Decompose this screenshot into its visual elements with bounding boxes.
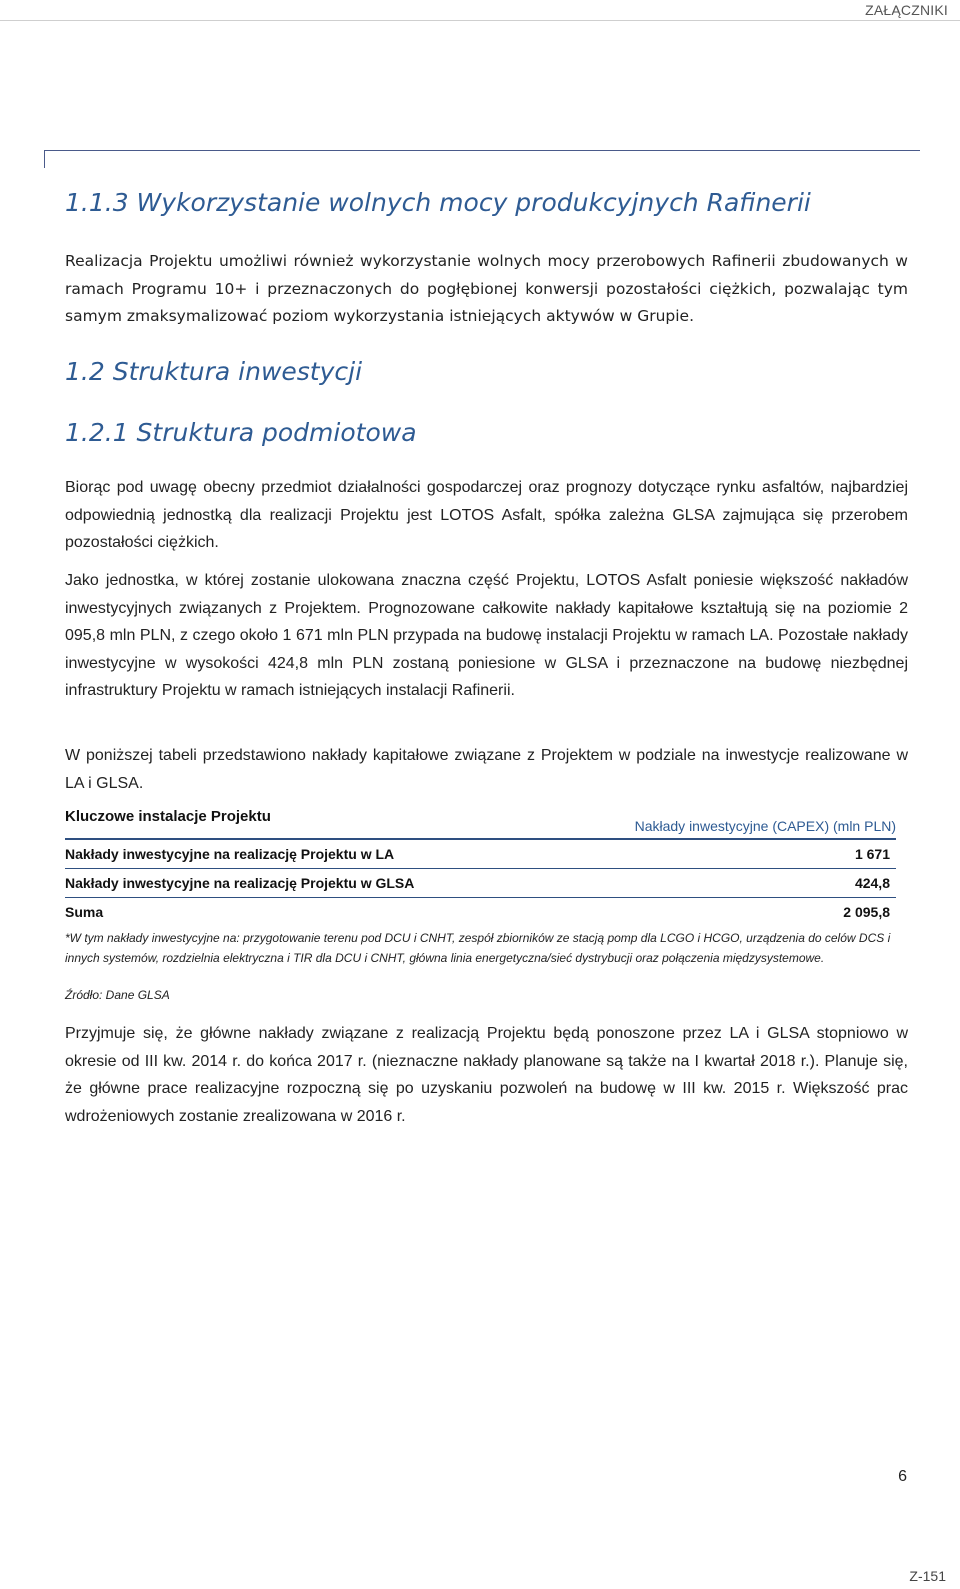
table-header-instalacje: Kluczowe instalacje Projektu [65, 808, 271, 825]
heading-1-1-3: 1.1.3 Wykorzystanie wolnych mocy produkcyjnych Rafinerii [65, 188, 811, 217]
table-row-label: Suma [65, 904, 104, 920]
paragraph-lotos-asfalt: Biorąc pod uwagę obecny przedmiot działalności gospodarczej oraz prognozy dotyczące rynku asfaltów, najbardziej odpowiednią jednostką dla realizacji Projektu jest LOTOS Asfalt, spółka zależna GLSA zajmująca się przerobem pozostałości ciężkich. [65, 479, 908, 551]
heading-1-2: 1.2 Struktura inwestycji [65, 357, 363, 386]
table-header-row [65, 808, 896, 839]
table-source: Źródło: Dane GLSA [65, 988, 170, 1002]
table-row-label: Nakłady inwestycyjne na realizację Projektu w GLSA [65, 869, 540, 898]
paragraph-wolne-moce: Realizacja Projektu umożliwi również wykorzystanie wolnych mocy przerobowych Rafinerii zbudowanych w ramach Programu 10+ i przeznaczonych do pogłębionej konwersji pozostałości ciężkich, pozwalając tym samym zmaksymalizować poziom wykorzystania istniejących aktywów w Grupie. [65, 252, 908, 325]
table-footnote: *W tym nakłady inwestycyjne na: przygotowanie terenu pod DCU i CNHT, zespół zbiorników ze stacją pomp dla LCGO i HCGO, urządzenia do celów DCS i innych systemów, rozdzielnia elektryczna i TIR dla DCU i CNHT, główna linia energetyczna/sieć dystrybucji oraz połączenia międzysystemowe. [65, 931, 891, 965]
paragraph-harmonogram: Przyjmuje się, że główne nakłady związane z realizacją Projektu będą ponoszone przez LA i GLSA stopniowo w okresie od III kw. 2014 r. do końca 2017 r. (nieznaczne nakłady planowane są także na I kwartał 2018 r.). Planuje się, że główne prace realizacyjne rozpoczną się po uzyskaniu pozwoleń na budowę w III kw. 2015 r. Większość prac wdrożeniowych zostanie zrealizowana w 2016 r. [65, 1025, 908, 1125]
capex-table [65, 808, 896, 926]
paragraph-naklady: Jako jednostka, w której zostanie ulokowana znaczna część Projektu, LOTOS Asfalt poniesie większość nakładów inwestycyjnych związanych z Projektem. Prognozowane całkowite nakłady kapitałowe kształtują się na poziomie 2 095,8 mln PLN, z czego około 1 671 mln PLN przypada na budowę instalacji Projektu w ramach LA. Pozostałe nakłady inwestycyjne w wysokości 424,8 mln PLN zostaną poniesione w GLSA i przeznaczone na budowę niezbędnej infrastruktury Projektu w ramach istniejących instalacji Rafinerii. [65, 572, 908, 699]
table-header-capex: Nakłady inwestycyjne (CAPEX) (mln PLN) [634, 818, 896, 834]
table-row-label: Nakłady inwestycyjne na realizację Projektu w LA [65, 839, 540, 869]
table-row-total [65, 898, 896, 927]
table-row [65, 869, 896, 898]
section-frame-top-rule [44, 150, 920, 151]
section-frame-left-tick [44, 150, 45, 168]
header-section-label: ZAŁĄCZNIKI [865, 2, 948, 18]
table-row-value: 2 095,8 [843, 904, 890, 920]
heading-1-2-1: 1.2.1 Struktura podmiotowa [65, 418, 417, 447]
paragraph-tabela-intro: W poniższej tabeli przedstawiono nakłady kapitałowe związane z Projektem w podziale na inwestycje realizowane w LA i GLSA. [65, 747, 908, 792]
table-row [65, 839, 896, 869]
document-page-code: Z-151 [909, 1568, 946, 1584]
header-rule [0, 20, 960, 21]
table-row-value: 424,8 [540, 869, 896, 898]
page-number: 6 [898, 1468, 907, 1485]
table-row-value: 1 671 [540, 839, 896, 869]
